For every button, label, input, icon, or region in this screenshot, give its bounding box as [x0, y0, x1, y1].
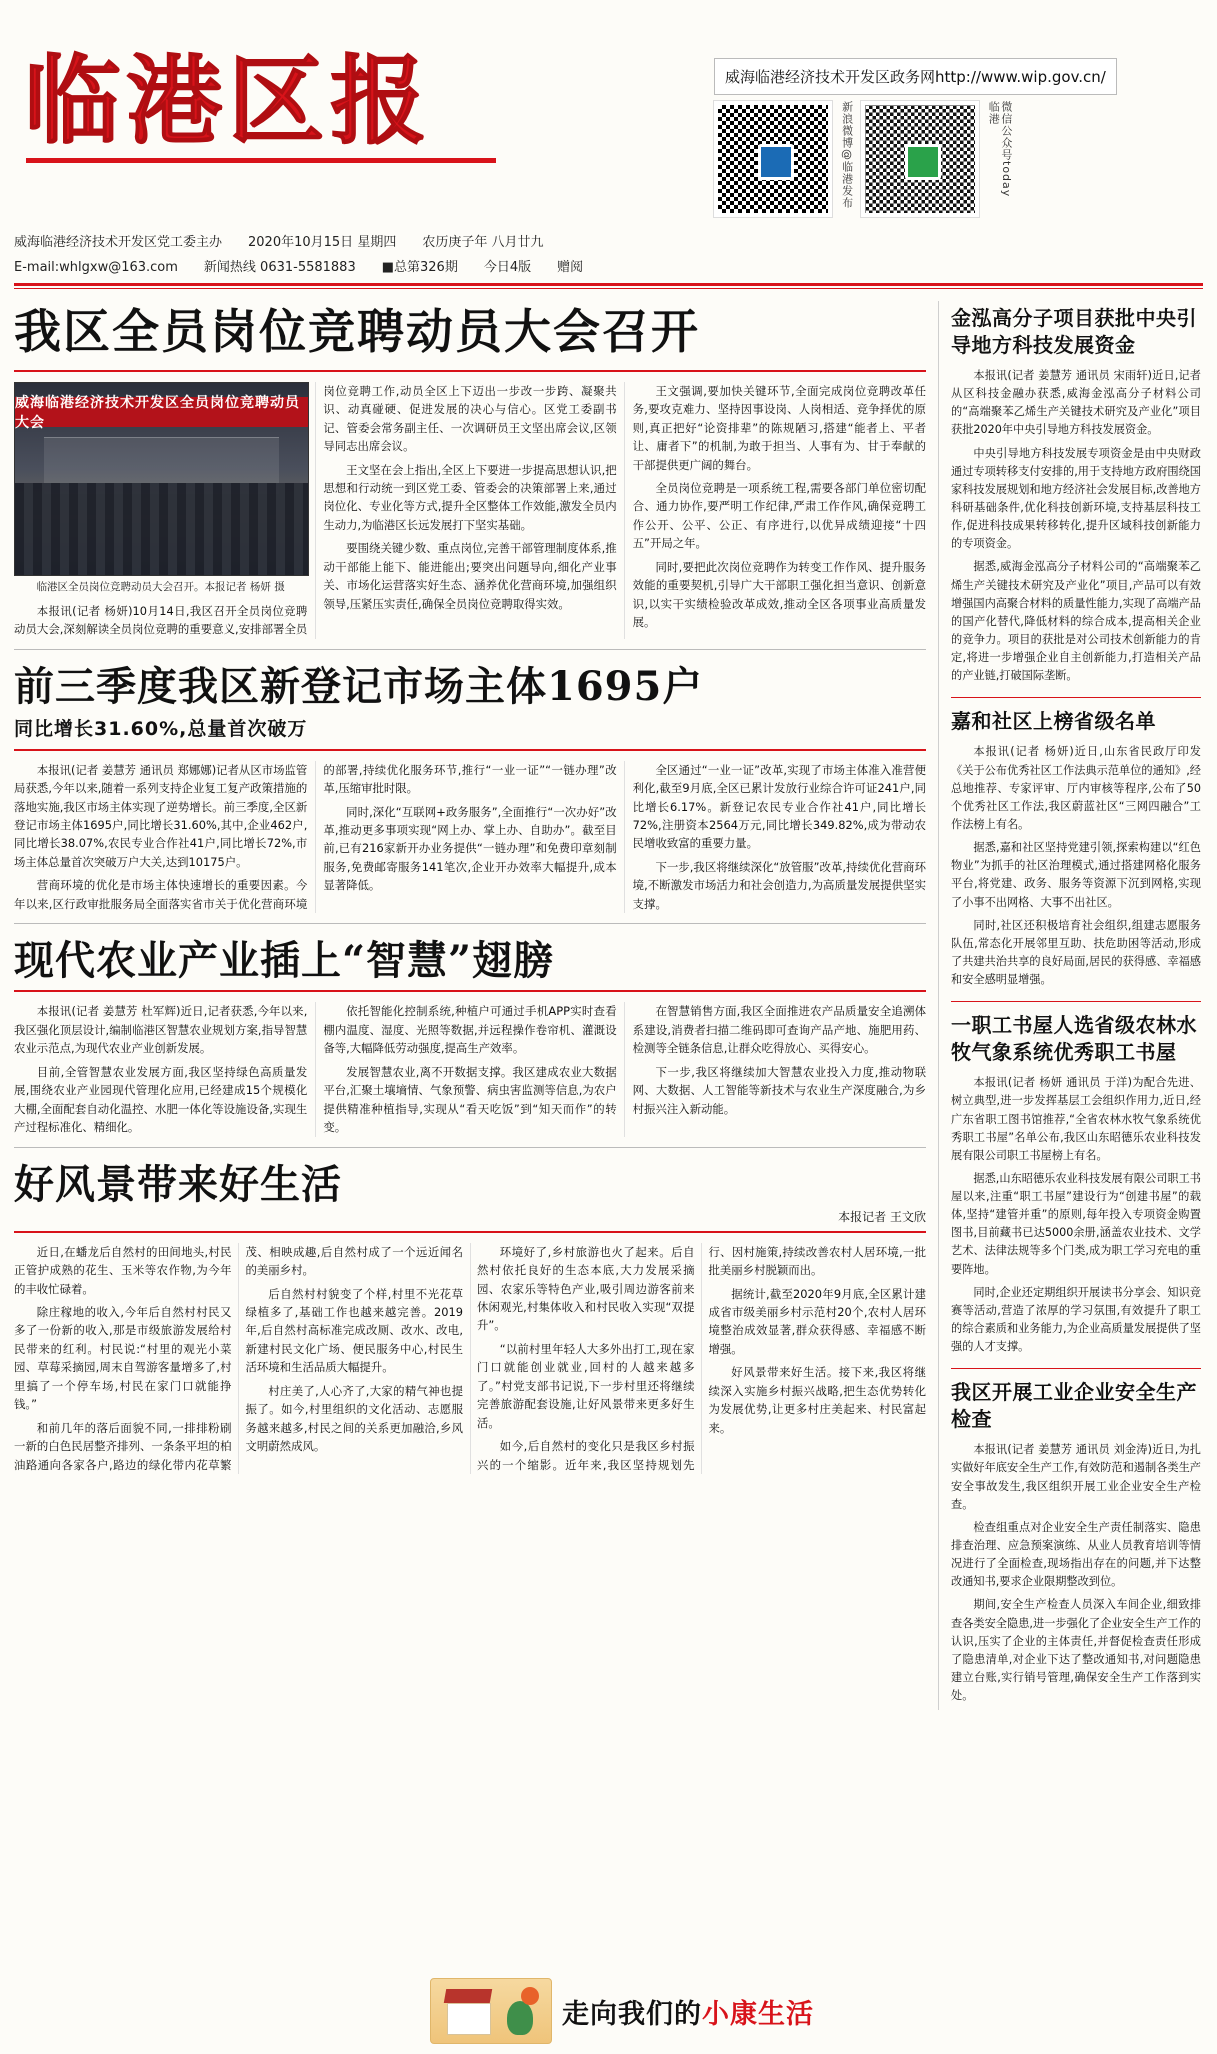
weibo-qr-code[interactable] — [714, 101, 832, 217]
story4-paragraph: “以前村里年轻人大多外出打工,现在家门口就能创业就业,回村的人越来越多了。”村党支部书记说,下一步村里还将继续完善旅游配套设施,让好风景带来更多好生活。 — [477, 1341, 695, 1430]
photo-audience — [15, 483, 308, 575]
logo-underline — [26, 158, 496, 163]
sidebar-paragraph: 同时,企业还定期组织开展读书分享会、知识竞赛等活动,营造了浓厚的学习氛围,有效提升了职工的综合素质和业务能力,为企业高质量发展提供了坚强的人才支撑。 — [951, 1285, 1201, 1354]
free-label: 赠阅 — [557, 260, 584, 275]
lead-rule — [14, 370, 926, 372]
issue-number: ■总第326期 — [381, 260, 458, 275]
photo-banner-text: 威海临港经济技术开发区全员岗位竞聘动员大会 — [15, 397, 308, 427]
section-divider-3 — [14, 1147, 926, 1148]
story2-subhead: 同比增长31.60%,总量首次破万 — [14, 717, 308, 740]
section-divider-1 — [14, 649, 926, 650]
lead-headline: 我区全员岗位竞聘动员大会召开 — [14, 305, 700, 360]
roof-shape-icon — [444, 1989, 492, 2003]
house-shape-icon — [447, 2003, 491, 2035]
story2-headline: 前三季度我区新登记市场主体1695户 — [14, 662, 704, 710]
story4-paragraph: 据统计,截至2020年9月底,全区累计建成省市级美丽乡村示范村20个,农村人居环境整治成效显著,群众获得感、幸福感不断增强。 — [708, 1286, 926, 1356]
sidebar-divider-3 — [951, 1368, 1201, 1369]
story2-body — [14, 761, 926, 914]
story4-paragraph: 近日,在蟠龙后自然村的田间地头,村民正管护成熟的花生、玉米等农作物,为今年的丰收忙碌着。 — [14, 1244, 232, 1296]
masthead-info-line-2 — [14, 256, 1203, 275]
weibo-qr-label: 新浪微博@临港发布 — [840, 101, 854, 209]
website-url[interactable]: 威海临港经济技术开发区政务网http://www.wip.gov.cn/ — [714, 58, 1117, 95]
campaign-slogan — [562, 1992, 814, 2031]
campaign-slogan-part-b: 小康生活 — [702, 1998, 814, 2030]
sidebar-paragraph: 本报讯(记者 杨妍)近日,山东省民政厅印发《关于公布优秀社区工作法典示范单位的通知》,经总地推荐、专家评审、厅内审核等程序,公布了50个优秀社区工作法,我区蔚蓝社区“三网四融合”工作法榜上有名。 — [951, 745, 1201, 831]
lead-paragraph: 要围绕关键少数、重点岗位,完善干部管理制度体系,推动干部能上能下、能进能出;要突出问题导向,细化产业事关、市场化运营落实好生态、涵养优化营商环境,加强组织领导,压紧压实责任,确保全员岗位竞聘取得实效。 — [323, 541, 617, 611]
story3-headline: 现代农业产业插上“智慧”翅膀 — [14, 937, 555, 985]
story3-paragraph: 发展智慧农业,离不开数据支撑。我区建成农业大数据平台,汇聚土壤墒情、气象预警、病虫害监测等信息,为农户提供精准种植指导,实现从“看天吃饭”到“知天而作”的转变。 — [323, 1064, 617, 1135]
story4-paragraph: 环境好了,乡村旅游也火了起来。后自然村依托良好的生态本底,大力发展采摘园、农家乐等特色产业,吸引周边游客前来休闲观光,村集体收入和村民收入实现“双提升”。 — [477, 1244, 695, 1333]
story2-paragraph: 营商环境的优化是市场主体快速增长的重要因素。今年以来,区行政审批服务局全面落实省市关于优化营商环境的部署,持续优化服务环节,推行“一业一证”“一链办理”改革,压缩审批时限。 — [14, 762, 617, 911]
story4-paragraph: 后自然村村貌变了个样,村里不光花草绿植多了,基础工作也越来越完善。2019年,后自然村高标准完成改厕、改水、改电,新建村民文化广场、便民服务中心,村民生活环境和生活品质大幅提升。 — [245, 1286, 463, 1375]
masthead-logo — [14, 46, 714, 163]
email-text: E-mail:whlgxw@163.com — [14, 260, 178, 275]
story3-paragraph: 目前,全管智慧农业发展方面,我区坚持绿色高质量发展,围绕农业产业园现代管理化应用,已经建成15个规模化大棚,全面配套自动化温控、水肥一体化等设施设备,实现生产过程标准化、精细化。 — [14, 1064, 308, 1135]
story4-paragraph: 和前几年的落后面貌不同,一排排粉刷一新的白色民居整齐排列、一条条平坦的柏油路通向各家各户,路边的绿化带内花草繁茂、相映成趣,后自然村成了一个远近闻名的美丽乡村。 — [14, 1244, 463, 1472]
sidebar — [939, 301, 1201, 1710]
story3-paragraph: 依托智能化控制系统,种植户可通过手机APP实时查看棚内温度、湿度、光照等数据,并远程操作卷帘机、灌溉设备等,大幅降低劳动强度,提高生产效率。 — [323, 1004, 617, 1056]
qr-row — [714, 101, 1203, 217]
sidebar-item-title-2: 嘉和社区上榜省级名单 — [951, 709, 1156, 734]
sidebar-item-title-3: 一职工书屋人选省级农林水牧气象系统优秀职工书屋 — [951, 1013, 1197, 1065]
story4-byline: 本报记者 王文欣 — [838, 1209, 926, 1224]
story4-body — [14, 1243, 926, 1475]
lead-article-body — [14, 382, 926, 639]
story3-paragraph: 在智慧销售方面,我区全面推进农产品质量安全追溯体系建设,消费者扫描二维码即可查询产品产地、施肥用药、检测等全链条信息,让群众吃得放心、买得安心。 — [632, 1004, 926, 1056]
sidebar-paragraph: 同时,社区还积极培育社会组织,组建志愿服务队伍,常态化开展邻里互助、扶危助困等活动,形成了共建共治共享的良好局面,居民的获得感、幸福感和安全感明显增强。 — [951, 918, 1201, 987]
sidebar-paragraph: 检查组重点对企业安全生产责任制落实、隐患排查治理、应急预案演练、从业人员教育培训等情况进行了全面检查,现场指出存在的问题,并下达整改通知书,要求企业限期整改到位。 — [951, 1520, 1201, 1589]
sponsor-text: 威海临港经济技术开发区党工委主办 — [14, 235, 223, 250]
sidebar-paragraph: 本报讯(记者 姜慧芳 通讯员 刘金涛)近日,为扎实做好年底安全生产工作,有效防范和遏制各类生产安全事故发生,我区组织开展工业企业安全生产检查。 — [951, 1443, 1201, 1511]
masthead-info — [14, 231, 1203, 275]
village-illustration — [430, 1978, 552, 2044]
lead-paragraph: 同时,要把此次岗位竞聘作为转变工作作风、提升服务效能的重要契机,引导广大干部职工强化担当意识、创新意识,以实干实绩检验改革成效,推动全区各项事业高质量发展。 — [632, 559, 926, 630]
sidebar-paragraph: 据悉,威海金泓高分子材料公司的“高端聚苯乙烯生产关键技术研究及产业化”项目,产品可以有效增强国内高聚合材料的质量性能力,实现了高端产品的国产化替代,降低材料的综合成本,提高相关企业的竞争力。项目的获批是对公司技术创新能力的肯定,将进一步增强企业自主创新能力,打造相关产品的产业链,打破国际垄断。 — [951, 560, 1201, 683]
newspaper-title: 临港区报 — [24, 44, 432, 157]
tree-icon — [507, 2001, 533, 2035]
story3-body — [14, 1002, 926, 1136]
story3-paragraph: 下一步,我区将继续加大智慧农业投入力度,推动物联网、大数据、人工智能等新技术与农业生产深度融合,为乡村振兴注入新动能。 — [632, 1064, 926, 1116]
masthead-right — [714, 46, 1203, 217]
lead-paragraph: 王文强调,要加快关键环节,全面完成岗位竞聘改革任务,要攻克难力、坚持因事设岗、人岗相适、竞争择优的原则,真正把好“论资排辈”的陈规陋习,搭建“能者上、平者让、庸者下”的机制,为敢于担当、人事有为、甘于奉献的干部提供更广阔的舞台。 — [632, 383, 926, 472]
story4-paragraph: 好风景带来好生活。接下来,我区将继续深入实施乡村振兴战略,把生态优势转化为发展优势,让更多村庄美起来、村民富起来。 — [708, 1365, 926, 1435]
publish-date: 2020年10月15日 星期四 — [248, 235, 397, 250]
lunar-date: 农历庚子年 八月廿九 — [422, 235, 544, 250]
story2-paragraph: 下一步,我区将继续深化“放管服”改革,持续优化营商环境,不断激发市场活力和社会创造力,为高质量发展提供坚实支撑。 — [632, 859, 926, 911]
sidebar-paragraph: 中央引导地方科技发展专项资金是由中央财政通过专项转移支付安排的,用于支持地方政府围绕国家科技发展规划和地方经济社会发展目标,改善地方科研基础条件,优化科技创新环境,支持基层科技工作,促进科技成果转移转化,提升区域科技创新能力的专项资金。 — [951, 446, 1201, 551]
masthead-rule-thick — [14, 283, 1203, 286]
story4-paragraph: 村庄美了,人心齐了,大家的精气神也提振了。如今,村里组织的文化活动、志愿服务越来越多,村民之间的关系更加融洽,乡风文明蔚然成风。 — [245, 1383, 463, 1454]
story4-paragraph: 除庄稼地的收入,今年后自然村村民又多了一份新的收入,那是市级旅游发展给村民带来的红利。村民说:“村里的观光小菜园、草莓采摘园,周末自驾游客量增多了,村里搞了一个停车场,村民在家门口就能挣钱。” — [14, 1305, 232, 1412]
page-count: 今日4版 — [483, 260, 532, 275]
lead-paragraph: 本报讯(记者 杨妍)10月14日,我区召开全员岗位竞聘动员大会,深刻解读全员岗位竞聘的重要意义,安排部署全员岗位竞聘工作,动员全区上下迈出一步改一步跨、凝聚共识、动真碰硬、促进发展的决心与信心。区党工委副书记、管委会常务副主任、一次调研员王文坚出席会议,区领导同志出席会议。 — [14, 383, 617, 637]
sun-icon — [521, 1987, 539, 2005]
lead-photo — [14, 382, 309, 576]
sidebar-divider-1 — [951, 697, 1201, 698]
sidebar-item-title-4: 我区开展工业企业安全生产检查 — [951, 1380, 1197, 1432]
story2-paragraph: 本报讯(记者 姜慧芳 通讯员 郑娜娜)记者从区市场监管局获悉,今年以来,随着一系列支持企业复工复产政策措施的落地实施,我区市场主体实现了逆势增长。前三季度,全区新登记市场主体1695户,同比增长31.60%,其中,企业462户,同比增长38.07%,农民专业合作社41户,同比增长72%,市场主体总量首次突破万户大关,达到10175户。 — [14, 762, 308, 869]
sidebar-divider-2 — [951, 1001, 1201, 1002]
campaign-ribbon — [430, 1976, 900, 2046]
masthead-rule-thin — [14, 288, 1203, 289]
lead-paragraph: 全员岗位竞聘是一项系统工程,需要各部门单位密切配合、通力协作,要严明工作纪律,严肃工作作风,确保竞聘工作公开、公平、公正、有序进行,以优异成绩迎接“十四五”开局之年。 — [632, 480, 926, 551]
story3-paragraph: 本报讯(记者 姜慧芳 杜军辉)近日,记者获悉,今年以来,我区强化顶层设计,编制临港区智慧农业规划方案,指导智慧农业示范点,为现代农业产业创新发展。 — [14, 1004, 308, 1056]
section-divider-2 — [14, 923, 926, 924]
wechat-qr-code[interactable] — [861, 101, 979, 217]
story4-headline: 好风景带来好生活 — [14, 1160, 342, 1208]
page-body — [14, 301, 1203, 1710]
story4-rule — [14, 1231, 926, 1233]
sidebar-paragraph: 本报讯(记者 姜慧芳 通讯员 宋雨轩)近日,记者从区科技金融办获悉,威海金泓高分子材料公司的“高端聚苯乙烯生产关键技术研究及产业化”项目获批2020年中央引导地方科技发展资金。 — [951, 369, 1201, 437]
lead-paragraph: 王文坚在会上指出,全区上下要进一步提高思想认识,把思想和行动统一到区党工委、管委会的决策部署上来,通过岗位化、专业化等方式,提升全区整体工作效能,激发全员内生动力,为临港区长远发展打下坚实基础。 — [323, 462, 617, 532]
masthead — [14, 0, 1203, 217]
sidebar-paragraph: 本报讯(记者 杨妍 通讯员 于洋)为配合先进、树立典型,进一步发挥基层工会组织作用力,近日,经广东省职工图书馆推荐,“全省农林水牧气象系统优秀职工书屋”名单公布,我区山东昭德乐农业科技发展有限公司职工书屋榜上有名。 — [951, 1076, 1201, 1162]
sidebar-item-title-1: 金泓高分子项目获批中央引导地方科技发展资金 — [951, 306, 1197, 357]
hotline-text: 新闻热线 0631-5581883 — [203, 260, 356, 275]
lead-photo-caption: 临港区全员岗位竞聘动员大会召开。本报记者 杨妍 摄 — [36, 580, 285, 593]
story2-rule — [14, 749, 926, 751]
story2-paragraph: 同时,深化“互联网+政务服务”,全面推行“一次办好”改革,推动更多事项实现“网上办、掌上办、自助办”。截至目前,已有216家新开办业务提供“一链办理”和免费印章刻制服务,免费邮寄服务141笔次,企业开办效率大幅提升,成本显著降低。 — [323, 804, 617, 893]
qr-logo-icon — [758, 144, 794, 180]
lead-figure — [14, 382, 307, 596]
masthead-info-line-1 — [14, 231, 1203, 250]
sidebar-paragraph: 据悉,山东昭德乐农业科技发展有限公司职工书屋以来,注重“职工书屋”建设行为“创建书屋”的载体,坚持“建管并重”的原则,每年投入专项资金购置图书,目前藏书已达5000余册,涵盖农业技术、文学艺术、法律法规等多个门类,成为职工学习充电的重要阵地。 — [951, 1171, 1201, 1276]
wechat-qr-label: 微信公众号today临港 — [987, 101, 1013, 198]
main-content — [14, 301, 939, 1710]
sidebar-paragraph: 期间,安全生产检查人员深入车间企业,细致排查各类安全隐患,进一步强化了企业安全生产工作的认识,压实了企业的主体责任,并督促检查责任形成了隐患清单,对企业下达了整改通知书,对问题隐患建立台账,实行销号管理,确保安全生产工作落到实处。 — [951, 1598, 1201, 1703]
story3-rule — [14, 990, 926, 992]
campaign-slogan-part-a: 走向我们的 — [562, 1998, 702, 2030]
qr-logo-icon-2 — [905, 144, 941, 180]
story4-paragraph: 如今,后自然村的变化只是我区乡村振兴的一个缩影。近年来,我区坚持规划先行、因村施策,持续改善农村人居环境,一批批美丽乡村脱颖而出。 — [477, 1244, 926, 1472]
story2-paragraph: 全区通过“一业一证”改革,实现了市场主体准入准营便利化,截至9月底,全区已累计发放行业综合许可证241户,同比增长6.17%。新登记农民专业合作社41户,同比增长72%,注册资本2564万元,同比增长349.82%,成为带动农民增收致富的重要力量。 — [632, 762, 926, 851]
sidebar-paragraph: 据悉,嘉和社区坚持党建引领,探索构建以“红色物业”为抓手的社区治理模式,通过搭建网格化服务平台,将党建、政务、服务等资源下沉到网格,实现了小事不出网格、大事不出社区。 — [951, 841, 1201, 909]
